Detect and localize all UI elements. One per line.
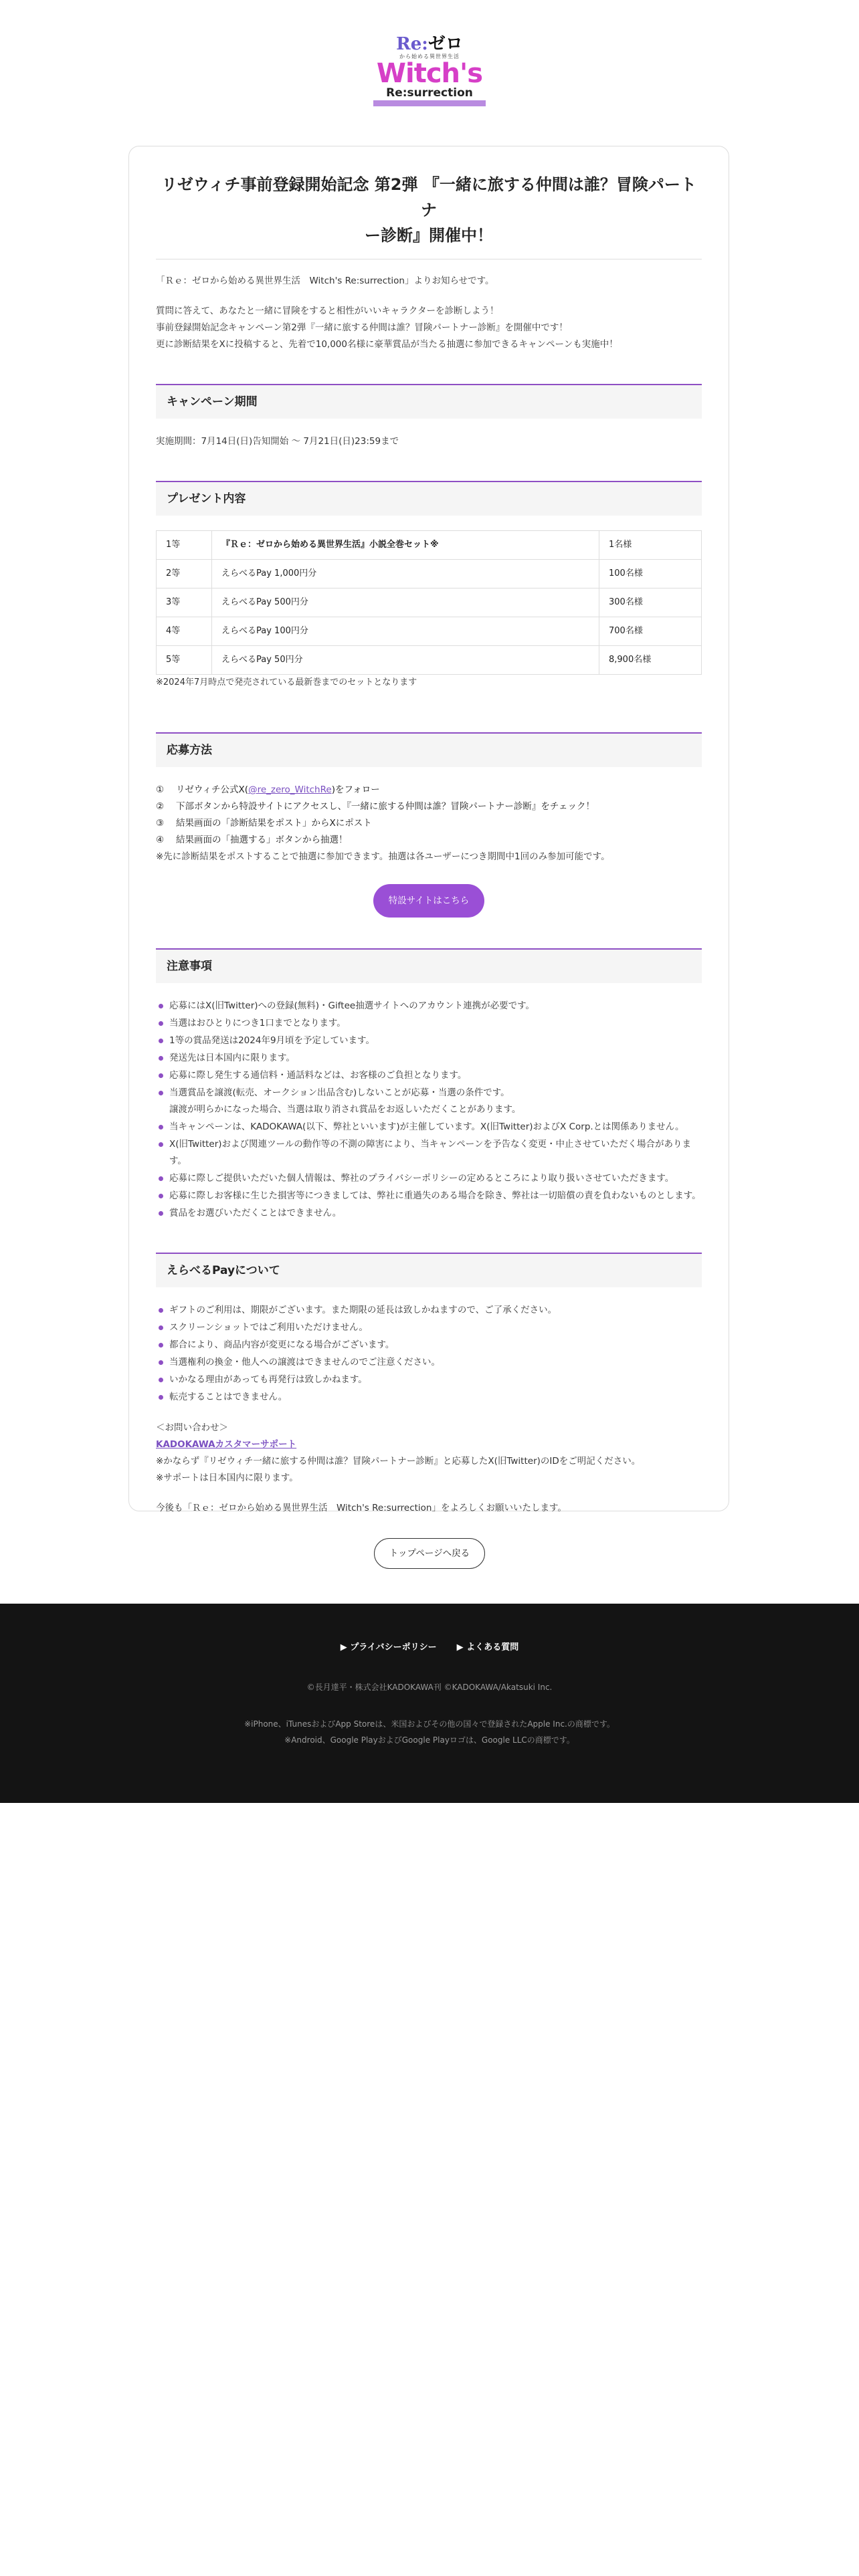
- header: [0, 33, 859, 114]
- footer: [0, 1604, 859, 1803]
- section-heading-notes: 注意事項: [156, 948, 702, 983]
- page-title: リゼウィチ事前登録開始記念 第2弾 『一緒に旅する仲間は誰？冒険パートナ ー診断』開催中！: [161, 175, 696, 245]
- prize-rank: 3等: [157, 588, 212, 617]
- list-item: ギフトのご利用は、期限がございます。また期限の延長は致しかねますので、ご了承ください。: [156, 1302, 702, 1319]
- contact-note-2: ※サポートは日本国内に限ります。: [156, 1473, 298, 1483]
- special-site-button[interactable]: 特設サイトはこちら: [373, 884, 484, 918]
- notes-list: [156, 998, 702, 1222]
- logo-banner: [373, 100, 486, 106]
- table-row: [157, 588, 702, 617]
- official-x-link[interactable]: @re_zero_WitchRe: [248, 784, 332, 795]
- contact-note-1: ※かならず『リゼウィチ一緒に旅する仲間は誰？冒険パートナー診断』と応募したX(旧Twitter)のIDをご明記ください。: [156, 1456, 641, 1467]
- intro-text-2: 質問に答えて、あなたと一緒に冒険をすると相性がいいキャラクターを診断しよう！: [156, 306, 499, 316]
- copyright: ©長月達平・株式会社KADOKAWA刊 ©KADOKAWA/Akatsuki Inc.: [306, 1683, 553, 1692]
- list-item: 当選権利の換金・他人への譲渡はできませんのでご注意ください。: [156, 1354, 702, 1371]
- list-item: 都合により、商品内容が変更になる場合がございます。: [156, 1337, 702, 1354]
- section-heading-pay: えらべるPayについて: [156, 1253, 702, 1287]
- section-heading-prizes: プレゼント内容: [156, 481, 702, 516]
- prize-item: えらべるPay 100円分: [212, 617, 599, 646]
- prize-qty: 1名様: [599, 531, 702, 560]
- contact-label: ＜お問い合わせ＞: [156, 1422, 228, 1433]
- intro-text-1: 「Ｒｅ：ゼロから始める異世界生活 Witch's Re:surrection」よりお知らせです。: [156, 276, 494, 286]
- list-item: ④ 結果画面の「抽選する」ボタンから抽選！: [156, 835, 348, 845]
- prize-qty: 300名様: [599, 588, 702, 617]
- prize-rank: 5等: [157, 646, 212, 675]
- list-item: 当キャンペーンは、KADOKAWA(以下、弊社といいます)が主催しています。X(旧Twitter)およびX Corp.とは関係ありません。: [156, 1119, 702, 1136]
- trademark-notes: ※iPhone、iTunesおよびApp Storeは、米国およびその他の国々で登録されたApple Inc.の商標です。 ※Android、Google PlayおよびGoogle Playロゴは、Google LLCの商標です。: [244, 1719, 615, 1745]
- list-item: 当選はおひとりにつき1口までとなります。: [156, 1015, 702, 1032]
- list-item: 応募にはX(旧Twitter)への登録(無料)・Giftee抽選サイトへのアカウント連携が必要です。: [156, 998, 702, 1014]
- prize-note: ※2024年7月時点で発売されている最新巻までのセットとなります: [156, 677, 417, 687]
- prize-item: 『Ｒｅ：ゼロから始める異世界生活』小説全巻セット※: [212, 531, 599, 560]
- customer-support-link[interactable]: KADOKAWAカスタマーサポート: [156, 1439, 297, 1450]
- logo-rezero: Re:ゼロ: [396, 34, 463, 54]
- footer-links: [0, 1641, 859, 1655]
- prize-item: えらべるPay 1,000円分: [212, 560, 599, 588]
- pay-list: [156, 1302, 702, 1406]
- list-item: スクリーンショットではご利用いただけません。: [156, 1319, 702, 1336]
- list-item: 転売することはできません。: [156, 1389, 702, 1406]
- table-row: [157, 646, 702, 675]
- section-heading-period: キャンペーン期間: [156, 384, 702, 419]
- table-row: [157, 560, 702, 588]
- howto-note: ※先に診断結果をポストすることで抽選に参加できます。抽選は各ユーザーにつき期間中1回のみ参加可能です。: [156, 851, 610, 862]
- list-item: 応募に際しお客様に生じた損害等につきましては、弊社に重過失のある場合を除き、弊社は一切賠償の責を負わないものとします。: [156, 1188, 702, 1204]
- period-text: 実施期間：7月14日(日)告知開始 〜 7月21日(日)23:59まで: [156, 436, 399, 447]
- list-item: X(旧Twitter)および関連ツールの動作等の不測の障害により、当キャンペーンを予告なく変更・中止させていただく場合があります。: [156, 1136, 702, 1170]
- prize-rank: 2等: [157, 560, 212, 588]
- closing-text: 今後も「Ｒｅ：ゼロから始める異世界生活 Witch's Re:surrection」をよろしくお願いいたします。: [156, 1503, 567, 1513]
- logo-witchs: Witch's: [376, 58, 483, 89]
- prize-table: [156, 530, 702, 675]
- table-row: [157, 531, 702, 560]
- prize-item: えらべるPay 50円分: [212, 646, 599, 675]
- list-item: ② 下部ボタンから特設サイトにアクセスし、『一緒に旅する仲間は誰？冒険パートナー診断』をチェック！: [156, 801, 595, 812]
- intro-text-4: 更に診断結果をXに投稿すると、先着で10,000名様に豪華賞品が当たる抽選に参加できるキャンペーンも実施中！: [156, 339, 618, 350]
- list-item: ① リゼウィチ公式X(@re_zero_WitchRe)をフォロー: [156, 784, 380, 795]
- prize-qty: 100名様: [599, 560, 702, 588]
- logo-subtitle: から始める異世界生活: [399, 53, 460, 60]
- prize-rank: 1等: [157, 531, 212, 560]
- prize-item: えらべるPay 500円分: [212, 588, 599, 617]
- list-item: いかなる理由があっても再発行は致しかねます。: [156, 1372, 702, 1388]
- game-logo[interactable]: [373, 33, 486, 112]
- list-item: ③ 結果画面の「診断結果をポスト」からXにポスト: [156, 818, 372, 829]
- howto-steps: [156, 782, 702, 849]
- list-item: 当選賞品を譲渡(転売、オークション出品含む)しないことが応募・当選の条件です。 譲渡が明らかになった場合、当選は取り消され賞品をお返しいただくことがあります。: [156, 1085, 702, 1118]
- back-to-top-button[interactable]: トップページへ戻る: [374, 1538, 485, 1569]
- prize-qty: 700名様: [599, 617, 702, 646]
- list-item: 賞品をお選びいただくことはできません。: [156, 1205, 702, 1222]
- privacy-policy-link[interactable]: ▶ プライバシーポリシー: [340, 1642, 437, 1652]
- prize-qty: 8,900名様: [599, 646, 702, 675]
- list-item: 応募に際し発生する通信料・通話料などは、お客様のご負担となります。: [156, 1067, 702, 1084]
- list-item: 1等の賞品発送は2024年9月頃を予定しています。: [156, 1033, 702, 1049]
- table-row: [157, 617, 702, 646]
- intro-text-3: 事前登録開始記念キャンペーン第2弾『一緒に旅する仲間は誰？冒険パートナー診断』を開催中です！: [156, 322, 568, 333]
- news-card: [128, 146, 729, 1511]
- logo-resurrection: Re:surrection: [386, 86, 473, 100]
- list-item: 発送先は日本国内に限ります。: [156, 1050, 702, 1067]
- faq-link[interactable]: ▶ よくある質問: [456, 1642, 519, 1652]
- section-heading-howto: 応募方法: [156, 732, 702, 767]
- list-item: 応募に際しご提供いただいた個人情報は、弊社のプライバシーポリシーの定めるところにより取り扱いさせていただきます。: [156, 1170, 702, 1187]
- prize-rank: 4等: [157, 617, 212, 646]
